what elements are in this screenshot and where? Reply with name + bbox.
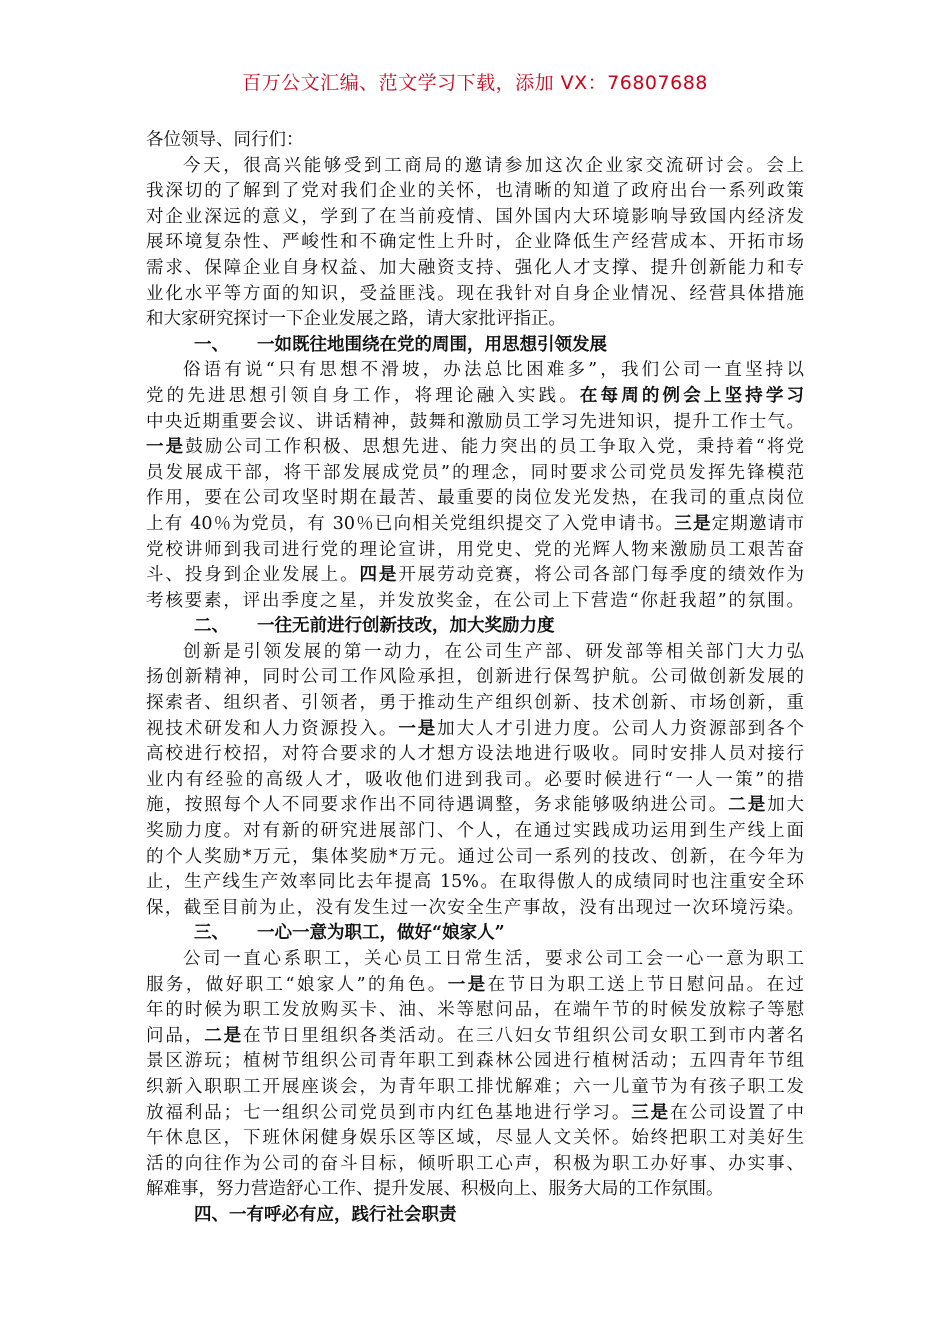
- section-number: 一、: [194, 334, 229, 355]
- section-number: 二、: [194, 616, 229, 637]
- paragraph-line: 创新是引领发展的第一动力，在公司生产部、研发部等相关部门大力弘: [183, 641, 804, 662]
- section-title: 一如既往地围绕在党的周围，用思想引领发展: [257, 334, 607, 355]
- paragraph-line: 午休息区，下班休闲健身娱乐区等区域，尽显人文关怀。始终把职工对美好生: [146, 1128, 804, 1149]
- paragraph-line: 上有 40％为党员，有 30％已向相关党组织提交了入党申请书。三是定期邀请市: [146, 513, 804, 534]
- paragraph-line: 一是鼓励公司工作积极、思想先进、能力突出的员工争取入党，秉持着“将党: [146, 437, 804, 458]
- section-heading-3: [146, 921, 804, 947]
- paragraph-line: 高校进行校招，对符合要求的人才想方设法地进行吸收。同时安排人员对接行: [146, 744, 804, 765]
- salutation: 各位领导、同行们：: [146, 130, 304, 150]
- paragraph-line: 我深切的了解到了党对我们企业的关怀，也清晰的知道了政府出台一系列政策: [146, 181, 804, 202]
- paragraph-line: 活的向往作为公司的奋斗目标，倾听职工心声，积极为职工办好事、办实事、: [146, 1153, 804, 1174]
- paragraph-line: 问品，二是在节日里组织各类活动。在三八妇女节组织公司女职工到市内著名: [146, 1025, 805, 1046]
- paragraph-line: 今天，很高兴能够受到工商局的邀请参加这次企业家交流研讨会。会上: [183, 155, 804, 176]
- paragraph-line: 需求、保障企业自身权益、加大融资支持、强化人才支撑、提升创新能力和专: [146, 257, 804, 278]
- paragraph-line: 展环境复杂性、严峻性和不确定性上升时，企业降低生产经营成本、开拓市场: [146, 232, 804, 253]
- paragraph-line: 服务，做好职工“娘家人”的角色。一是在节日为职工送上节日慰问品。在过: [146, 974, 804, 995]
- paragraph-line: 织新入职职工开展座谈会，为青年职工排忧解难；六一儿童节为有孩子职工发: [146, 1076, 804, 1097]
- paragraph-line: 考核要素，评出季度之星，并发放奖金，在公司上下营造“你赶我超”的氛围。: [146, 590, 804, 611]
- section-number: 三、: [194, 923, 229, 944]
- section-heading-1: [146, 333, 804, 359]
- paragraph-line: 的个人奖励*万元，集体奖励*万元。通过公司一系列的技改、创新，在今年为: [146, 846, 804, 867]
- paragraph-line: 中央近期重要会议、讲话精神，鼓舞和激励员工学习先进知识，提升工作士气。: [146, 411, 804, 432]
- paragraph-line: 业化水平等方面的知识，受益匪浅。现在我针对自身企业情况、经营具体措施: [146, 283, 804, 304]
- paragraph-line: 业内有经验的高级人才，吸收他们进到我司。必要时候进行“一人一策”的措: [146, 769, 804, 790]
- paragraph-line: 施，按照每个人不同要求作出不同待遇调整，务求能够吸纳进公司。二是加大: [146, 795, 805, 816]
- section-title: 一往无前进行创新技改，加大奖励力度: [257, 616, 555, 637]
- paragraph-line: 解难事，努力营造舒心工作、提升发展、积极向上、服务大局的工作氛围。: [146, 1179, 724, 1200]
- watermark-banner: 百万公文汇编、范文学习下载，添加 VX：76807688: [242, 72, 708, 94]
- section-title: 四、一有呼必有应，践行社会职责: [194, 1204, 457, 1225]
- paragraph-line: 作用，要在公司攻坚时期在最苦、最重要的岗位发光发热，在我司的重点岗位: [146, 488, 804, 509]
- paragraph-line: 保，截至目前为止，没有发生过一次安全生产事故，没有出现过一次环境污染。: [146, 897, 804, 918]
- paragraph-line: 和大家研究探讨一下企业发展之路，请大家批评指正。: [146, 309, 566, 330]
- section-title: 一心一意为职工，做好“娘家人”: [257, 923, 505, 944]
- paragraph-line: 对企业深远的意义，学到了在当前疫情、国外国内大环境影响导致国内经济发: [146, 206, 804, 227]
- paragraph-line: 放福利品；七一组织公司党员到市内红色基地进行学习。三是在公司设置了中: [146, 1102, 805, 1123]
- paragraph-line: 探索者、组织者、引领者，勇于推动生产组织创新、技术创新、市场创新，重: [146, 693, 804, 714]
- paragraph-line: 止，生产线生产效率同比去年提高 15%。在取得傲人的成绩同时也注重安全环: [146, 872, 804, 893]
- paragraph-line: 年的时候为职工发放购买卡、油、米等慰问品，在端午节的时候发放粽子等慰: [146, 1000, 804, 1021]
- speech-body: [146, 128, 804, 1229]
- paragraph-line: 奖励力度。对有新的研究进展部门、个人，在通过实践成功运用到生产线上面: [146, 821, 804, 842]
- paragraph-line: 俗语有说“只有思想不滑坡，办法总比困难多”，我们公司一直坚持以: [183, 360, 804, 381]
- section-heading-4: [146, 1203, 804, 1229]
- paragraph-line: 党的先进思想引领自身工作，将理论融入实践。在每周的例会上坚持学习: [146, 385, 805, 406]
- paragraph-line: 扬创新精神，同时公司工作风险承担，创新进行保驾护航。公司做创新发展的: [146, 667, 804, 688]
- paragraph-line: 党校讲师到我司进行党的理论宣讲，用党史、党的光辉人物来激励员工艰苦奋: [146, 539, 804, 560]
- paragraph-line: 公司一直心系职工，关心员工日常生活，要求公司工会一心一意为职工: [183, 949, 804, 969]
- paragraph-line: 员发展成干部，将干部发展成党员”的理念，同时要求公司党员发挥先锋模范: [146, 462, 804, 483]
- paragraph-line: 景区游玩；植树节组织公司青年职工到森林公园进行植树活动；五四青年节组: [146, 1051, 804, 1072]
- section-heading-2: [146, 614, 804, 640]
- paragraph-line: 斗、投身到企业发展上。四是开展劳动竞赛，将公司各部门每季度的绩效作为: [146, 565, 805, 586]
- paragraph-line: 视技术研发和人力资源投入。一是加大人才引进力度。公司人力资源部到各个: [146, 718, 805, 739]
